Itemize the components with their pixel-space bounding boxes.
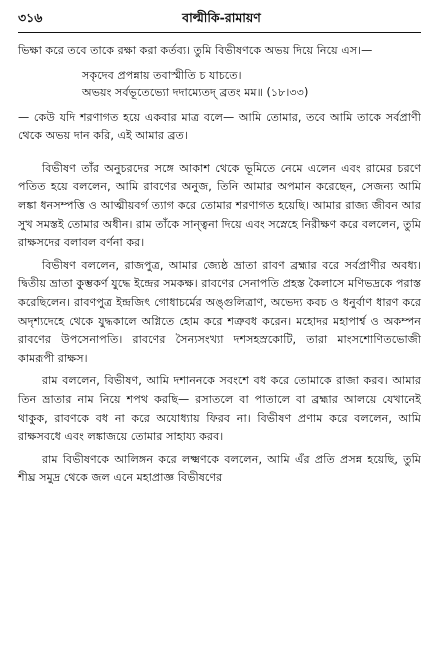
paragraph-2: — কেউ যদি শরণাগত হয়ে একবার মাত্র বলে— আমি তোমার, তবে আমি তাকে সর্বপ্রাণী থেকে অভয় দান করি, এই আমার ব্রত। [18, 110, 421, 143]
paragraph-4: বিভীষণ বললেন, রাজপুত্র, আমার জ্যেষ্ঠ ভ্রাতা রাবণ ব্রহ্মার বরে সর্বপ্রাণীর অবধ্য। দ্বিতীয় ভ্রাতা কুম্ভকর্ণ যুদ্ধে ইন্দ্রের সমকক্ষ। রাবণের সেনাপতি প্রহস্ত কৈলাসে মণিভদ্রকে পরাস্ত করেছিলেন। রাবণপুত্র ইন্দ্রজিৎ গোধাচর্মের অঙ্গুলিত্রাণ, অভেদ্য কবচ ও ধনুর্বাণ ধারণ করে অদৃশ্যদেহে থেকে যুদ্ধকালে অগ্নিতে হোম করে শত্রুবধ করেন। মহোদর মহাপার্শ্ব ও অকম্পন রাবণের উপসেনাপতি। রাবণের সৈন্যসংখ্যা দশসহস্রকোটি, তারা মাংসশোণিতভোজী কামরূপী রাক্ষস। [18, 258, 421, 365]
page-number: ৩১৬ [18, 10, 43, 25]
paragraph-3: বিভীষণ তাঁর অনুচরদের সঙ্গে আকাশ থেকে ভূমিতে নেমে এলেন এবং রামের চরণে পতিত হয়ে বললেন, আমি রাবণের অনুজ, তিনি আমার অপমান করেছেন, সেজন্য আমি লঙ্কা ধনসম্পত্তি ও আত্মীয়বর্গ ত্যাগ করে তোমার শরণাগত হয়েছি। আমার রাজ্য জীবন আর সুখ সমস্তই তোমার অধীন। রাম তাঁকে সান্ত্বনা দিয়ে এবং সস্নেহে নিরীক্ষণ করে বললেন, তুমি রাক্ষসদের বলাবল বর্ণনা কর। [18, 161, 421, 250]
paragraph-1: ভিক্ষা করে তবে তাকে রক্ষা করা কর্তব্য। তুমি বিভীষণকে অভয় দিয়ে নিয়ে এস।— [18, 44, 373, 57]
header-rule [18, 32, 421, 33]
paragraph-6: রাম বিভীষণকে আলিঙ্গন করে লক্ষ্মণকে বললেন, আমি এঁর প্রতি প্রসন্ন হয়েছি, তুমি শীঘ্র সমুদ্র থেকে জল এনে মহাপ্রাজ্ঞ বিভীষণের [18, 452, 421, 485]
paragraph-5: রাম বললেন, বিভীষণ, আমি দশাননকে সবংশে বধ করে তোমাকে রাজা করব। আমার তিন ভ্রাতার নাম নিয়ে শপথ করছি— রসাতলে বা পাতালে বা ব্রহ্মার আলয়ে যেখানেই থাকুক, রাবণকে বধ না করে অযোধ্যায় ফিরব না। বিভীষণ প্রণাম করে বললেন, আমি রাক্ষসবধে এবং লঙ্কাজয়ে তোমার সাহায্য করব। [18, 374, 421, 444]
paragraph-gap [18, 146, 421, 160]
page-header [18, 10, 425, 30]
sanskrit-verse [82, 67, 421, 101]
verse-line-1: সকৃদেব প্রপন্নায় তবাস্মীতি চ যাচতে। [82, 68, 242, 82]
running-title: বাল্মীকি-রামায়ণ [182, 10, 261, 25]
page-body [18, 42, 421, 488]
verse-line-2: অভয়ং সর্বভূতেভ্যো দদাম্যেতদ্ ব্রতং মম॥ (১৮।৩৩) [82, 85, 309, 99]
